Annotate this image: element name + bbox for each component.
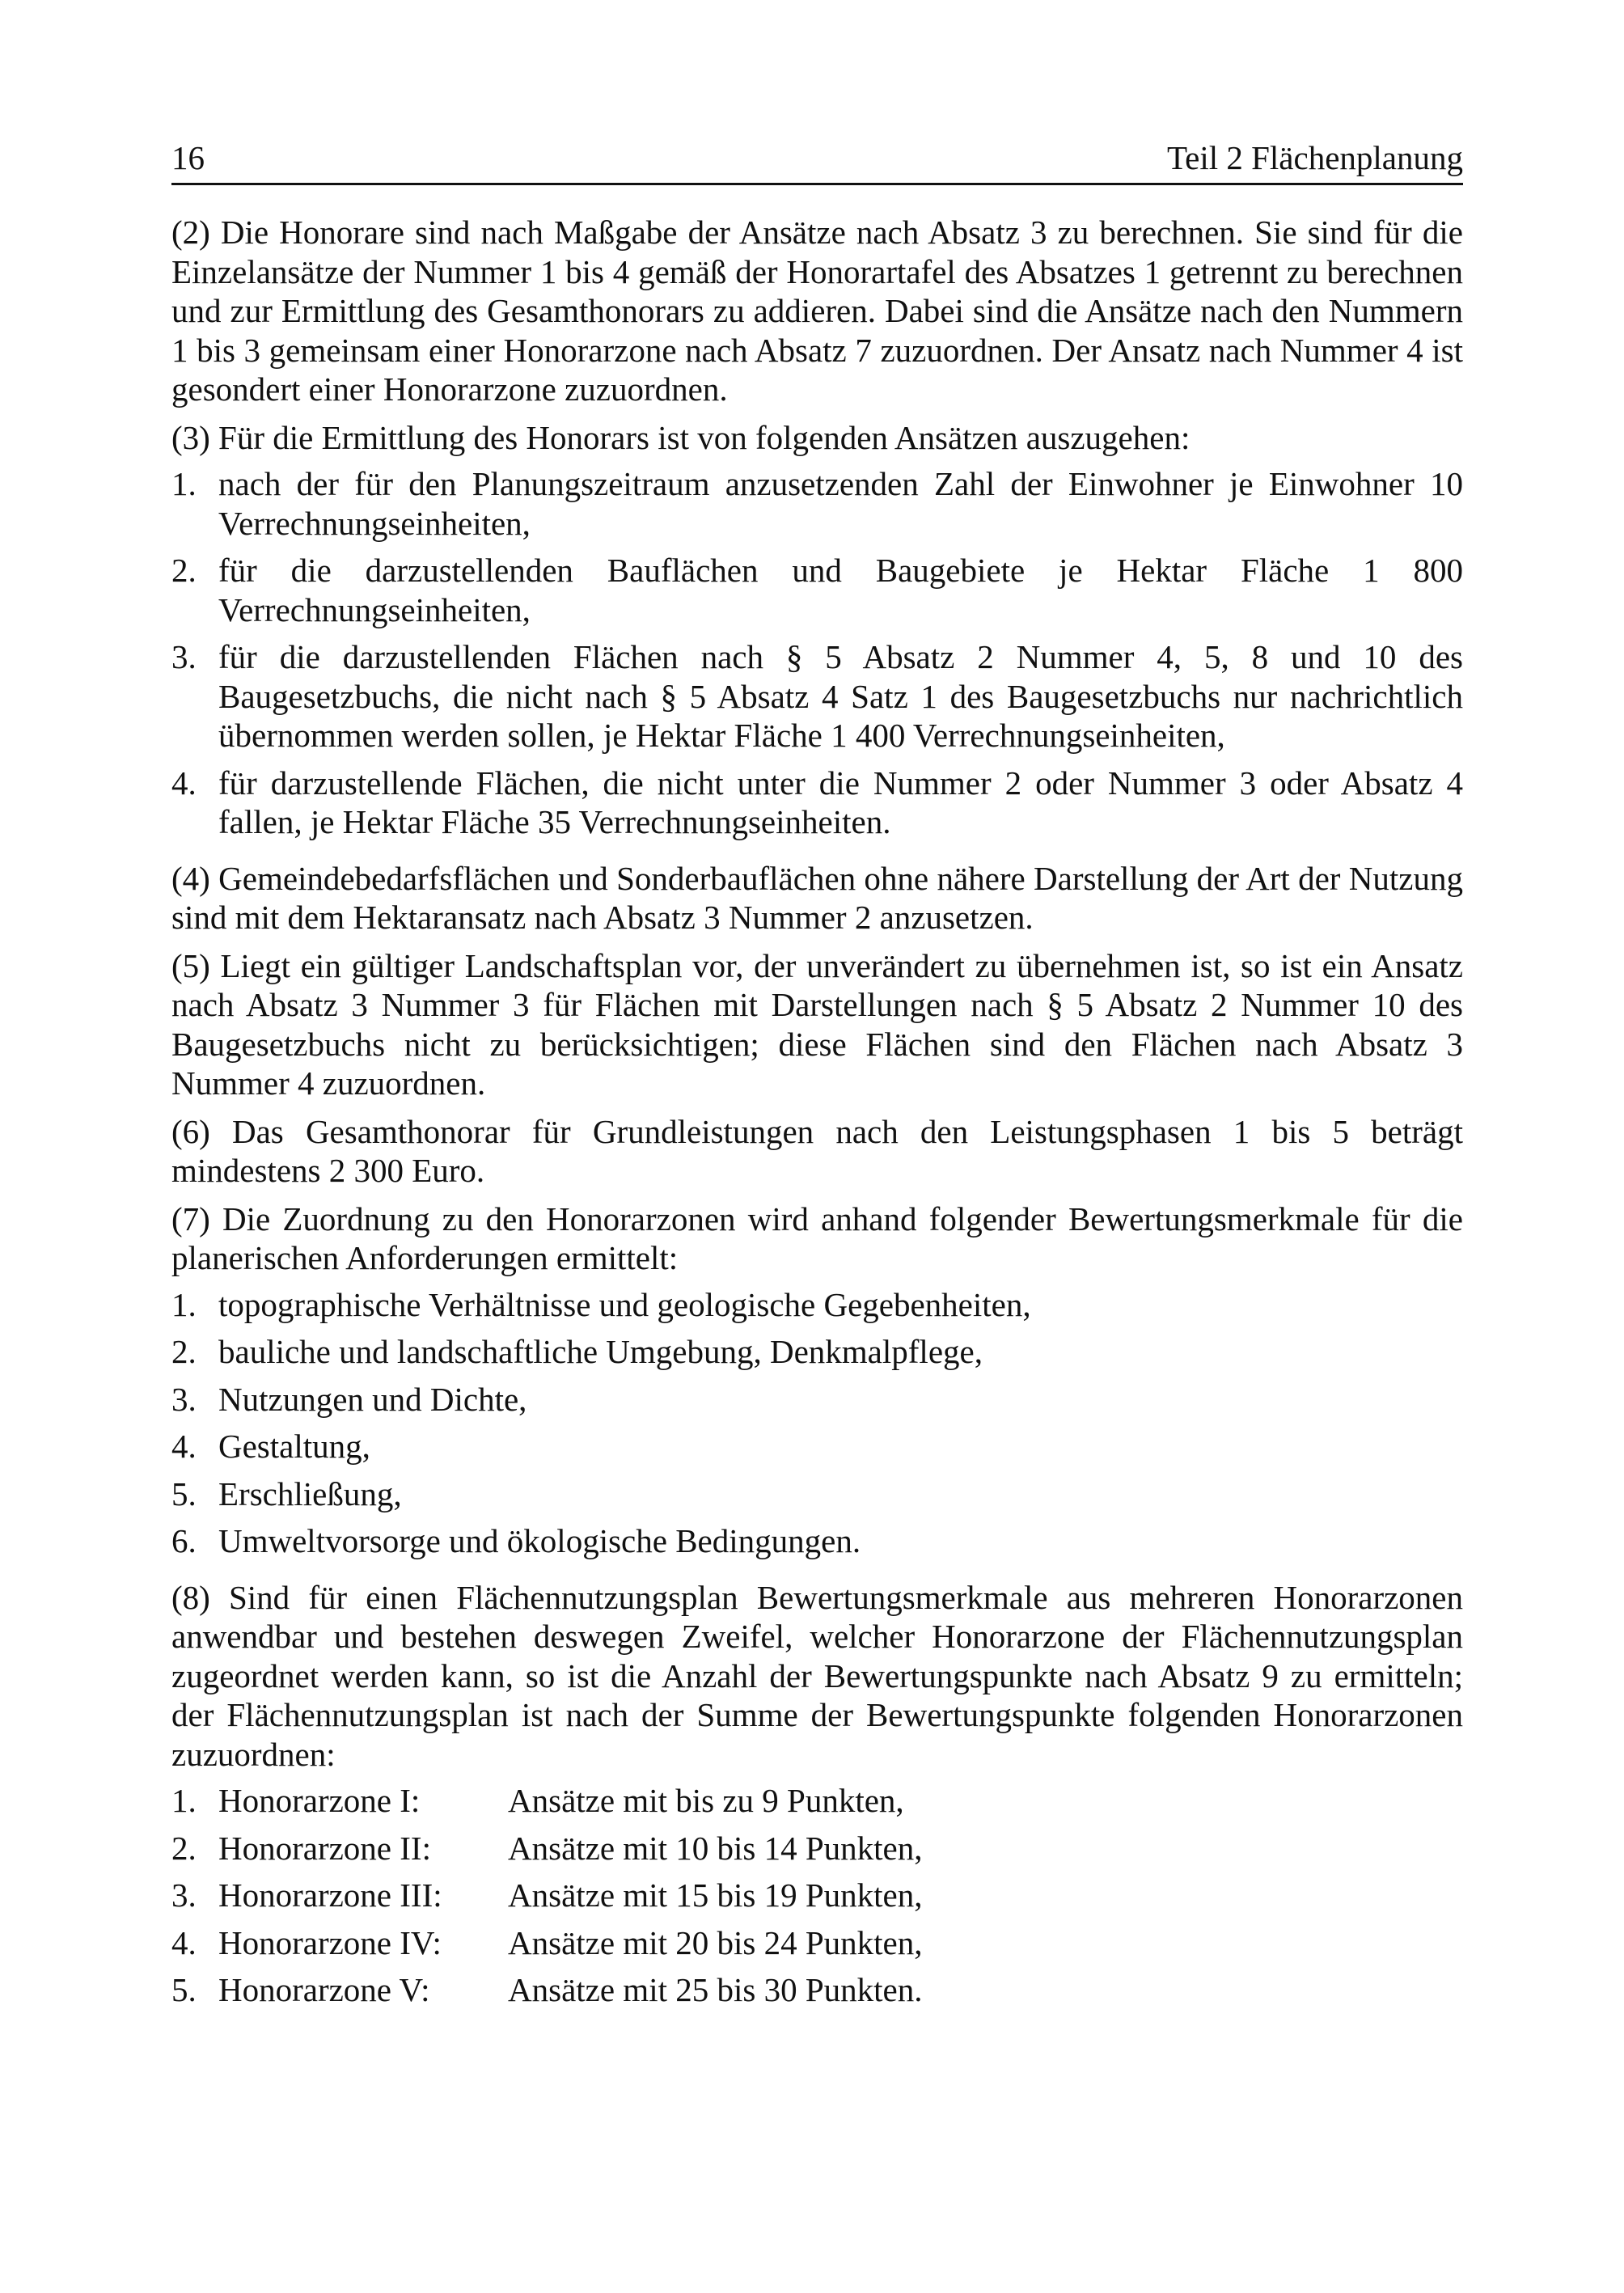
list-item (171, 464, 1463, 543)
list-item-text: Umweltvorsorge und ökologische Bedingungen. (218, 1522, 861, 1559)
list-item (171, 1380, 1463, 1419)
list-item (171, 1427, 1463, 1466)
paragraph-8-intro: (8) Sind für einen Flächennutzungsplan Bewertungsmerkmale aus mehreren Honorarzonen anwendbar und bestehen deswegen Zweifel, welcher Honorarzone der Flächennutzungsplan zugeordnet werden kann, so ist die Anzahl der Bewertungspunkte nach Absatz 9 zu ermitteln; der Flächennutzungsplan ist nach der Summe der Bewertungspunkte folgenden Honorarzonen zuzuordnen: (171, 1578, 1463, 1773)
list-item (171, 1521, 1463, 1561)
list-item-number: 4. (171, 1428, 197, 1465)
honorarzone-label: Honorarzone IV: (218, 1923, 442, 1961)
honorarzone-range: Ansätze mit 20 bis 24 Punkten, (508, 1923, 923, 1961)
list-item-number: 4. (171, 764, 197, 802)
list-item-text: für die darzustellenden Flächen nach § 5 Absatz 2 Nummer 4, 5, 8 und 10 des Baugesetzbuchs, die nicht nach § 5 Absatz 4 Satz 1 des Baugesetzbuchs nur nachrichtlich übernommen werden sollen, je Hektar Fläche 1 400 Verrechnungseinheiten, (218, 638, 1463, 754)
paragraph-7-intro: (7) Die Zuordnung zu den Honorarzonen wird anhand folgender Bewertungsmerkmale für die planerischen Anforderungen ermittelt: (171, 1199, 1463, 1276)
page-content (171, 213, 1463, 2010)
document-page (171, 137, 1463, 2018)
list-item (171, 1332, 1463, 1372)
list-item-number: 6. (171, 1522, 197, 1559)
list-item-text: für die darzustellenden Bauflächen und Baugebiete je Hektar Fläche 1 800 Verrechnungseinheiten, (218, 552, 1463, 628)
honorarzone-label: Honorarzone II: (218, 1829, 431, 1867)
list-item-text: Nutzungen und Dichte, (218, 1380, 527, 1418)
paragraph-6: (6) Das Gesamthonorar für Grundleistungen nach den Leistungsphasen 1 bis 5 beträgt mindestens 2 300 Euro. (171, 1112, 1463, 1189)
list-item (171, 764, 1463, 842)
list-item-text: Gestaltung, (218, 1428, 370, 1465)
list-item (171, 637, 1463, 755)
list-item-text: bauliche und landschaftliche Umgebung, Denkmalpflege, (218, 1333, 983, 1370)
honorarzone-range: Ansätze mit 15 bis 19 Punkten, (508, 1876, 923, 1914)
honorarzone-row (171, 1829, 1463, 1868)
list-item-number: 4. (171, 1923, 197, 1961)
paragraph-2: (2) Die Honorare sind nach Maßgabe der Ansätze nach Absatz 3 zu berechnen. Sie sind für die Einzelansätze der Nummer 1 bis 4 gemäß der Honorartafel des Absatzes 1 getrennt zu berechnen und zur Ermittlung des Gesamthonorars zu addieren. Dabei sind die Ansätze nach den Nummern 1 bis 3 gemeinsam einer Honorarzone nach Absatz 7 zuzuordnen. Der Ansatz nach Nummer 4 ist gesondert einer Honorarzone zuzuordnen. (171, 214, 1463, 408)
list-item-number: 1. (171, 1782, 197, 1819)
list-item (171, 1285, 1463, 1325)
list-item-number: 3. (171, 638, 197, 675)
list-item-number: 3. (171, 1876, 197, 1914)
paragraph-5: (5) Liegt ein gültiger Landschaftsplan vor, der unverändert zu übernehmen ist, so ist ein Ansatz nach Absatz 3 Nummer 3 für Flächen mit Darstellungen nach § 5 Absatz 2 Nummer 10 des Baugesetzbuchs nicht zu berücksichtigen; diese Flächen sind den Flächen nach Absatz 3 Nummer 4 zuzuordnen. (171, 946, 1463, 1102)
list-item-number: 3. (171, 1380, 197, 1418)
honorarzone-list (171, 1781, 1463, 2010)
list-item (171, 1474, 1463, 1514)
paragraph-3-intro: (3) Für die Ermittlung des Honorars ist von folgenden Ansätzen auszugehen: (171, 418, 1191, 456)
honorarzone-label: Honorarzone V: (218, 1971, 430, 2008)
section-title: Teil 2 Flächenplanung (1166, 139, 1463, 176)
honorarzone-range: Ansätze mit 25 bis 30 Punkten. (508, 1971, 923, 2008)
list-item-number: 2. (171, 1333, 197, 1370)
list-item-number: 2. (171, 552, 197, 589)
honorarzone-row (171, 1781, 1463, 1821)
paragraph-3-list (171, 464, 1463, 842)
list-item-number: 1. (171, 1285, 197, 1323)
list-item-text: nach der für den Planungszeitraum anzusetzenden Zahl der Einwohner je Einwohner 10 Verrechnungseinheiten, (218, 465, 1463, 542)
list-item-text: für darzustellende Flächen, die nicht unter die Nummer 2 oder Nummer 3 oder Absatz 4 fallen, je Hektar Fläche 35 Verrechnungseinheiten. (218, 764, 1463, 840)
honorarzone-label: Honorarzone I: (218, 1782, 421, 1819)
list-item-number: 5. (171, 1971, 197, 2008)
list-item-number: 5. (171, 1474, 197, 1512)
list-item-text: topographische Verhältnisse und geologische Gegebenheiten, (218, 1285, 1031, 1323)
paragraph-4: (4) Gemeindebedarfsflächen und Sonderbauflächen ohne nähere Darstellung der Art der Nutzung sind mit dem Hektaransatz nach Absatz 3 Nummer 2 anzusetzen. (171, 859, 1463, 936)
paragraph-7-list (171, 1285, 1463, 1561)
page-number: 16 (171, 139, 205, 176)
list-item-text: Erschließung, (218, 1474, 402, 1512)
page-header (171, 137, 1463, 185)
honorarzone-row (171, 1923, 1463, 1963)
honorarzone-row (171, 1876, 1463, 1915)
list-item-number: 2. (171, 1829, 197, 1867)
honorarzone-row (171, 1970, 1463, 2010)
honorarzone-range: Ansätze mit bis zu 9 Punkten, (508, 1782, 904, 1819)
honorarzone-label: Honorarzone III: (218, 1876, 442, 1914)
honorarzone-range: Ansätze mit 10 bis 14 Punkten, (508, 1829, 923, 1867)
list-item (171, 551, 1463, 629)
list-item-number: 1. (171, 465, 197, 502)
